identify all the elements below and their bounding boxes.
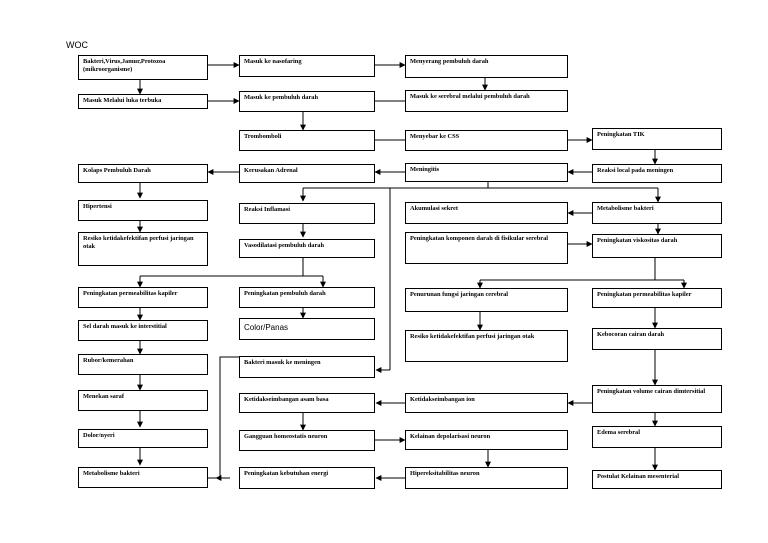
node-trombomboli: Trombomboli xyxy=(239,130,375,151)
node-resiko-2: Resiko ketidakefektifan perfusi jaringan otak xyxy=(405,330,568,362)
node-penurunan-fungsi: Penurunan fungsi jaringan cerebral xyxy=(405,288,568,312)
node-postulat: Postulat Kelainan mesenterial xyxy=(592,470,722,489)
node-kebocoran: Kebocoran cairan darah xyxy=(592,328,722,350)
node-masuk-luka: Masuk Melalui luka terbuka xyxy=(78,94,208,109)
node-serebral: Masuk ke serebral melalui pembuluh darah xyxy=(405,90,568,112)
node-metabolisme-2: Metabolisme bakteri xyxy=(78,467,208,488)
node-ketidakseimbangan-ion: Ketidakseimbangan ion xyxy=(405,393,568,413)
node-meningitis: Meningitis xyxy=(405,163,568,182)
node-nasofaring: Masuk ke nasofaring xyxy=(239,55,375,77)
node-depolarisasi: Kelainan depolarisasi neuron xyxy=(405,430,568,450)
node-metabolisme-1: Metabolisme bakteri xyxy=(592,202,722,224)
node-vasodilatasi: Vasodilatasi pembuluh darah xyxy=(239,239,375,258)
node-resiko-1: Resiko ketidakefektifan perfusi jaringan otak xyxy=(78,232,208,266)
line-metabolisme2-loop xyxy=(208,357,239,478)
node-sel-darah: Sel darah masuk ke interstitial xyxy=(78,320,208,341)
node-kebutuhan-energi: Peningkatan kebutuhan energi xyxy=(239,467,375,489)
node-aliran-darah: Peningkatan pembuluh darah xyxy=(239,287,375,308)
node-hipertensi: Hipertensi xyxy=(78,200,208,221)
node-menyerang: Menyerang pembuluh darah xyxy=(405,55,568,78)
node-asam-basa: Ketidakseimbangan asam basa xyxy=(239,393,375,413)
node-menyebar-css: Menyebar ke CSS xyxy=(405,130,568,151)
node-bakteri: Bakteri,Virus,Jamur,Protozoa (mikroorganisme) xyxy=(78,55,208,80)
node-viskositas: Peningkatan viskositas darah xyxy=(592,234,722,258)
node-kolaps: Kolaps Pembuluh Darah xyxy=(78,164,208,183)
node-komponen-darah: Peningkatan komponen darah di fisikular serebral xyxy=(405,232,568,264)
node-reaksi-inflamasi: Reaksi Inflamasi xyxy=(239,203,375,224)
node-kerusakan-adrenal: Kerusakan Adrenal xyxy=(239,164,375,183)
node-pembuluh: Masuk ke pembuluh darah xyxy=(239,91,375,112)
node-volume-cairan: Peningkatan volume cairan dimtersitial xyxy=(592,385,722,413)
diagram-title: WOC xyxy=(66,40,88,50)
node-homeostatis: Gangguan homeostatis neuron xyxy=(239,430,375,451)
node-permeabilitas-1: Peningkatan permeabilitas kapiler xyxy=(78,287,208,308)
node-reaksi-local: Reaksi local pada meningen xyxy=(592,164,722,183)
node-rubor: Rubor/kemerahan xyxy=(78,354,208,375)
node-edema-serebral: Edema serebral xyxy=(592,426,722,448)
node-tik: Peningkatan TIK xyxy=(592,128,722,150)
node-menekan-saraf: Menekan saraf xyxy=(78,390,208,411)
node-bakteri-meningen: Bakteri masuk ke meningen xyxy=(239,356,375,378)
node-color-panas: Color/Panas xyxy=(239,318,375,340)
node-permeabilitas-2: Peningkatan permeabilitas kapiler xyxy=(592,288,722,308)
node-akumulasi-sekret: Akumulasi sekret xyxy=(405,202,568,224)
node-hipereksitabilitas: Hipereksitabilitas neuron xyxy=(405,467,568,489)
node-dolor: Dolor/nyeri xyxy=(78,429,208,448)
